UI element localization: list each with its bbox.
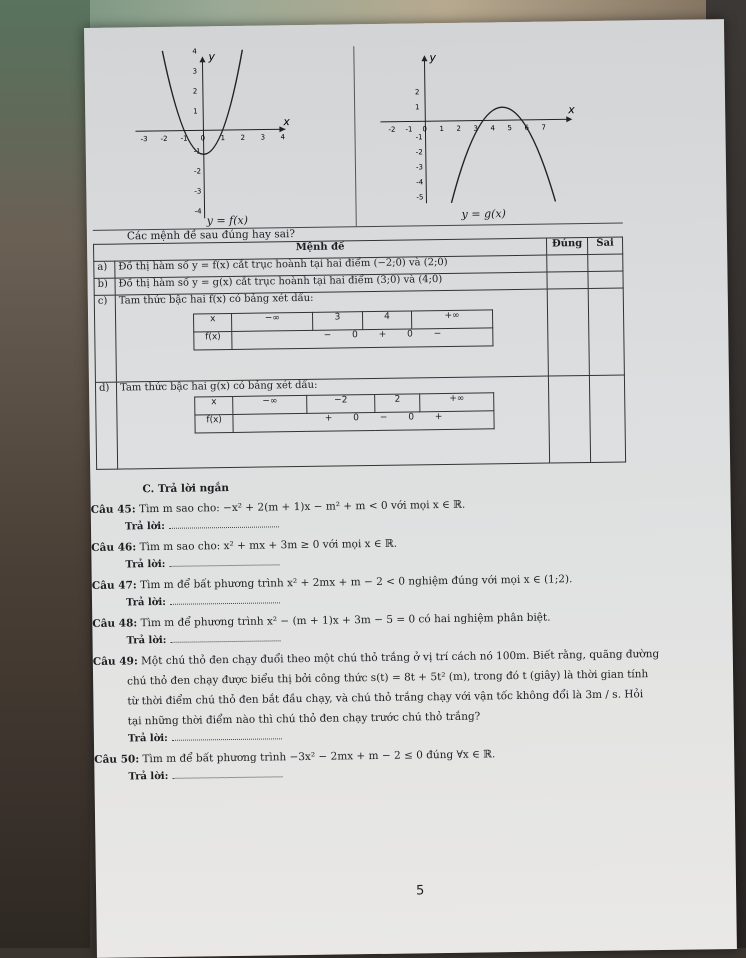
g-y-tick-1: 1 bbox=[415, 103, 420, 112]
g-y-tick-0: 2 bbox=[414, 88, 420, 97]
g-x-tick-8: 6 bbox=[524, 123, 529, 132]
true-false-table bbox=[93, 236, 626, 469]
g-x-tick-3: 1 bbox=[439, 124, 444, 134]
sign-d-r1-1: −∞ bbox=[233, 395, 307, 414]
g-x-tick-1: -1 bbox=[405, 125, 413, 134]
row-d-false-cell[interactable] bbox=[589, 375, 625, 462]
sign-c-r1-2: 3 bbox=[313, 312, 363, 331]
row-d-letter: d) bbox=[95, 382, 117, 469]
question-48: Câu 48: Tìm m để phương trình x² − (m + 1)x + 3m − 5 = 0 có hai nghiệm phân biệt. bbox=[92, 611, 551, 630]
g-y-tick-5: -4 bbox=[416, 178, 424, 187]
g-x-tick-2: 0 bbox=[422, 125, 427, 134]
g-x-tick-5: 3 bbox=[473, 124, 478, 133]
f-x-tick-6: 2 bbox=[240, 133, 246, 142]
row-b-letter: b) bbox=[94, 278, 115, 295]
graph-divider bbox=[352, 46, 357, 226]
worksheet-page bbox=[84, 19, 737, 958]
row-d-text: Tam thức bậc hai g(x) có bảng xét dấu: bbox=[119, 379, 318, 394]
f-y-tick-2: 2 bbox=[192, 87, 198, 96]
sign-table-c bbox=[193, 309, 493, 350]
g-y-tick-4: -3 bbox=[415, 163, 424, 172]
g-y-tick-2: -1 bbox=[415, 133, 423, 142]
answer-47-field[interactable] bbox=[170, 602, 280, 605]
sign-d-values: + 0 − 0 + bbox=[233, 411, 494, 433]
row-a-letter: a) bbox=[94, 261, 115, 278]
header-statement: Mệnh đề bbox=[94, 238, 547, 261]
f-y-tick-3: 1 bbox=[193, 107, 198, 116]
g-x-tick-7: 5 bbox=[507, 124, 512, 133]
g-x-ticks bbox=[388, 124, 546, 134]
answer-45: Trả lời: bbox=[125, 519, 279, 532]
header-false: Sai bbox=[587, 237, 622, 254]
row-a-text: Đồ thị hàm số y = f(x) cắt trục hoành tại hai điểm (−2;0) và (2;0) bbox=[115, 255, 547, 278]
f-x-tick-8: 4 bbox=[280, 133, 286, 142]
f-x-tick-4: 0 bbox=[200, 134, 206, 143]
g-label: y = g(x) bbox=[461, 207, 506, 221]
f-y-tick-6: -3 bbox=[194, 187, 202, 196]
graph-f bbox=[134, 47, 316, 224]
question-45: Câu 45: Tìm m sao cho: −x² + 2(m + 1)x − m² + m < 0 với mọi x ∈ ℝ. bbox=[90, 498, 466, 516]
answer-47: Trả lời: bbox=[126, 595, 280, 608]
answer-48: Trả lời: bbox=[126, 633, 280, 646]
sign-c-x: x bbox=[194, 313, 233, 332]
row-b-text: Đồ thị hàm số y = g(x) cắt trục hoành tại hai điểm (3;0) và (4;0) bbox=[115, 272, 547, 295]
f-y-tick-7: -4 bbox=[194, 207, 202, 216]
f-x-tick-1: -3 bbox=[140, 135, 148, 144]
row-b-true-cell[interactable] bbox=[547, 271, 588, 289]
g-x-tick-9: 7 bbox=[541, 123, 546, 132]
f-y-tick-4: -1 bbox=[193, 147, 201, 156]
f-x-tick-3: -1 bbox=[180, 134, 188, 143]
answer-50-field[interactable] bbox=[172, 776, 282, 779]
f-x-tick-5: 1 bbox=[220, 134, 226, 143]
sign-c-r1-3: 4 bbox=[362, 311, 412, 330]
g-y-tick-3: -2 bbox=[415, 148, 423, 157]
answer-46: Trả lời: bbox=[125, 557, 279, 570]
sign-d-r1-2: −2 bbox=[307, 394, 375, 413]
g-x-axis-name: x bbox=[568, 103, 575, 117]
question-49-line-3: từ thời điểm chú thỏ đen bắt đầu chạy, và chú thỏ trắng chạy với vận tốc không đổi là 3m / s. Hỏi bbox=[127, 688, 644, 708]
answer-46-field[interactable] bbox=[169, 564, 279, 567]
f-x-tick-7: 3 bbox=[260, 133, 266, 142]
table-question: Các mệnh đề sau đúng hay sai? bbox=[126, 228, 296, 243]
g-y-ticks bbox=[415, 88, 424, 201]
sign-c-r1-4: +∞ bbox=[412, 310, 493, 329]
f-x-axis-name: x bbox=[283, 115, 290, 129]
answer-45-field[interactable] bbox=[169, 526, 279, 529]
g-x-tick-0: -2 bbox=[388, 125, 396, 134]
g-y-axis-name: y bbox=[429, 51, 437, 65]
row-c-false-cell[interactable] bbox=[588, 288, 624, 375]
g-x-tick-4: 2 bbox=[456, 124, 461, 133]
graph-g bbox=[379, 51, 581, 214]
question-49-line-2: chú thỏ đen chạy được biểu thị bởi công thức s(t) = 8t + 5t² (m), trong đó t (giây) là thời gian tính bbox=[127, 668, 649, 688]
question-49-line-4: tại những thời điểm nào thì chú thỏ đen chạy trước chú thỏ trắng? bbox=[127, 710, 481, 728]
sign-c-values: − 0 + 0 − bbox=[232, 328, 493, 350]
f-x-ticks bbox=[134, 133, 285, 143]
question-47: Câu 47: Tìm m để bất phương trình x² + 2mx + m − 2 < 0 nghiệm đúng với mọi x ∈ (1;2). bbox=[91, 573, 573, 592]
row-d-cell bbox=[116, 376, 549, 469]
sign-d-fx: f(x) bbox=[195, 414, 234, 433]
row-c-letter: c) bbox=[94, 295, 116, 382]
g-x-tick-6: 4 bbox=[490, 124, 495, 133]
answer-49-field[interactable] bbox=[172, 738, 282, 741]
question-49: Câu 49: Một chú thỏ đen chạy đuổi theo một chú thỏ trắng ở vị trí cách nó 100m. Biết rằng, quãng đường bbox=[92, 648, 660, 668]
row-c-text: Tam thức bậc hai f(x) có bảng xét dấu: bbox=[118, 292, 314, 307]
sign-table-d bbox=[194, 392, 494, 433]
sign-d-x: x bbox=[195, 396, 234, 415]
question-50: Câu 50: Tìm m để bất phương trình −3x² − 2mx + m − 2 ≤ 0 đúng ∀x ∈ ℝ. bbox=[94, 748, 496, 766]
row-c-cell bbox=[115, 289, 548, 382]
row-d-true-cell[interactable] bbox=[548, 375, 590, 463]
sign-c-r1-1: −∞ bbox=[232, 312, 313, 331]
sign-d-r1-4: +∞ bbox=[420, 393, 494, 412]
row-c-true-cell[interactable] bbox=[547, 288, 589, 376]
answer-48-field[interactable] bbox=[170, 640, 280, 643]
f-x-tick-2: -2 bbox=[160, 134, 168, 143]
answer-49: Trả lời: bbox=[128, 731, 282, 744]
row-a-true-cell[interactable] bbox=[547, 254, 588, 272]
section-title: C. Trả lời ngắn bbox=[142, 482, 230, 496]
background-left bbox=[0, 0, 90, 948]
sign-c-fx: f(x) bbox=[194, 331, 233, 350]
f-y-tick-0: 4 bbox=[192, 47, 197, 56]
header-true: Đúng bbox=[546, 237, 587, 255]
row-a-false-cell[interactable] bbox=[588, 254, 623, 271]
answer-50: Trả lời: bbox=[128, 769, 282, 782]
row-b-false-cell[interactable] bbox=[588, 271, 623, 288]
f-y-tick-1: 3 bbox=[192, 67, 198, 76]
question-46: Câu 46: Tìm m sao cho: x² + mx + 3m ≥ 0 với mọi x ∈ ℝ. bbox=[91, 537, 398, 554]
page-number: 5 bbox=[415, 883, 425, 899]
f-y-tick-5: -2 bbox=[193, 167, 202, 176]
sign-d-r1-3: 2 bbox=[375, 394, 420, 413]
f-label: y = f(x) bbox=[206, 213, 249, 228]
f-y-axis-name: y bbox=[208, 50, 216, 64]
g-y-tick-6: -5 bbox=[416, 193, 424, 202]
